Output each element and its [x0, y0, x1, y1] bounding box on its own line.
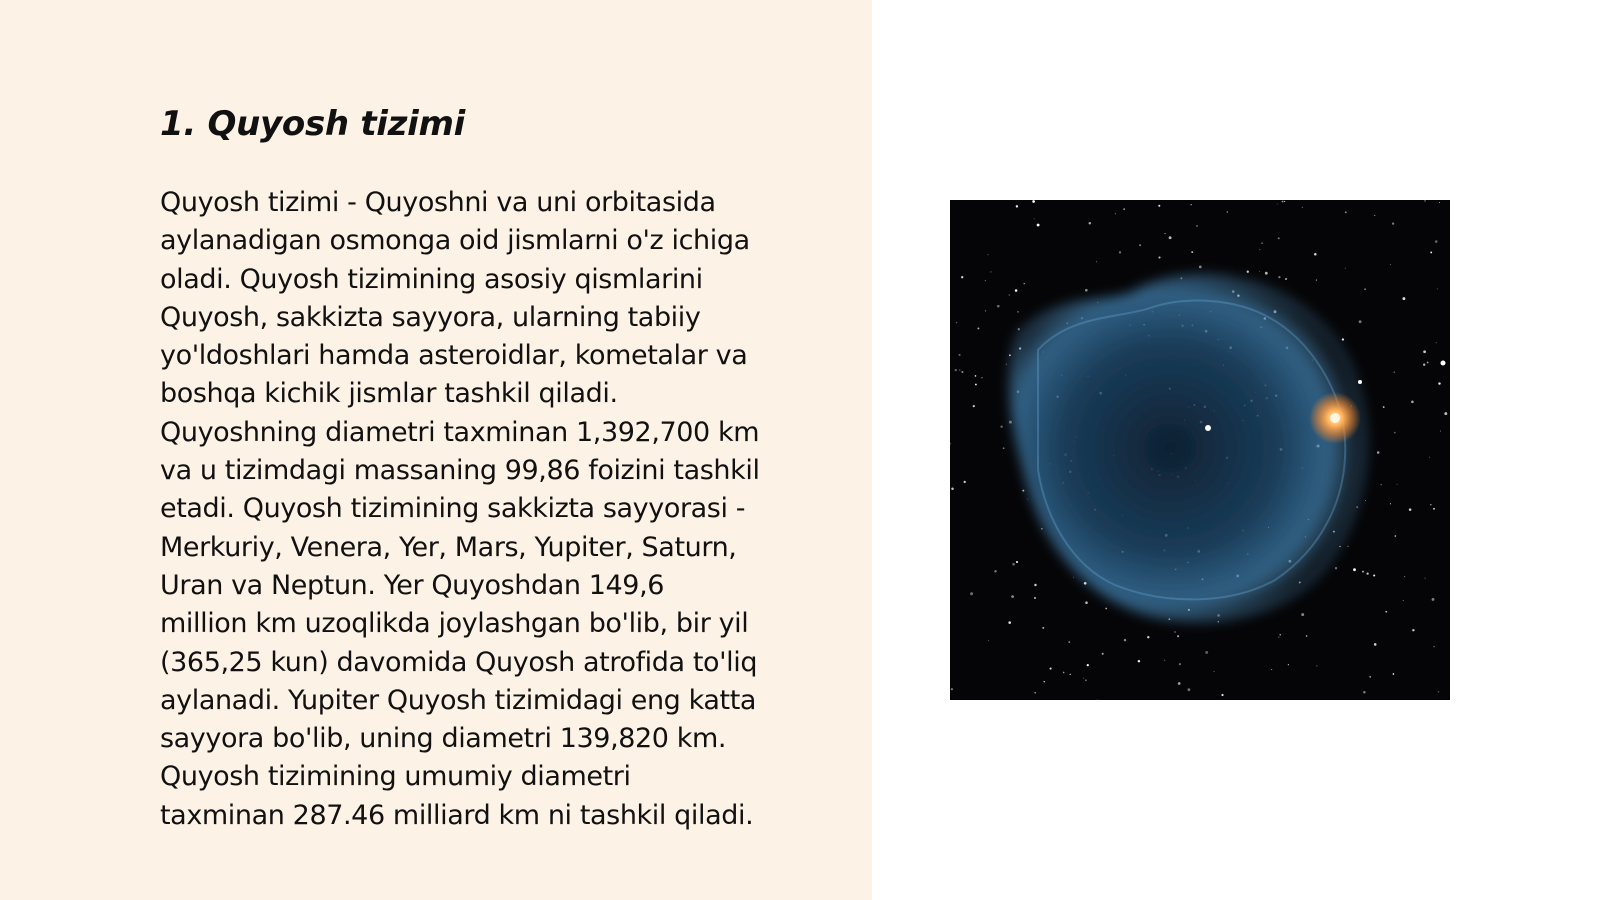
star-dot [1022, 490, 1024, 492]
star-dot [1427, 362, 1429, 364]
star-dot [1278, 276, 1280, 278]
body-line: (365,25 kun) davomida Quyosh atrofida to'liq [160, 646, 758, 678]
star-dot [1037, 224, 1040, 227]
star-dot [1288, 664, 1289, 665]
star-dot [1423, 350, 1426, 353]
star-dot [1438, 691, 1439, 692]
star-dot [1409, 508, 1412, 511]
star-dot [1374, 643, 1377, 646]
star-dot [1097, 699, 1098, 700]
star-dot [1433, 646, 1434, 647]
star-dot [1016, 561, 1018, 563]
star-dot [985, 310, 986, 311]
star-dot [1393, 673, 1395, 675]
star-dot [1278, 237, 1280, 239]
star-dot [1191, 204, 1192, 205]
star-dot [1285, 278, 1287, 280]
star-dot [1221, 694, 1223, 696]
star-dot [1377, 451, 1380, 454]
star-dot [1374, 215, 1375, 216]
star-dot [1096, 261, 1097, 262]
star-dot [973, 405, 975, 407]
star-dot [1034, 597, 1036, 599]
star-dot [1123, 208, 1124, 209]
star-dot [1068, 641, 1070, 643]
star-dot [1024, 283, 1025, 284]
star-dot [1139, 244, 1141, 246]
star-dot [951, 688, 953, 690]
star-dot [1158, 205, 1160, 207]
star-dot [1259, 249, 1260, 250]
star-dot [1316, 665, 1317, 666]
star-dot [1008, 621, 1011, 624]
star-dot [975, 384, 977, 386]
nebula-image [950, 200, 1450, 700]
star-dot [1301, 613, 1304, 616]
star-dot [1314, 253, 1317, 256]
star-dot [1412, 629, 1414, 631]
star-dot [1085, 679, 1087, 681]
star-dot [1196, 225, 1197, 226]
star-dot [961, 371, 963, 373]
star-dot [1430, 251, 1432, 253]
star-dot [977, 327, 979, 329]
body-line: etadi. Quyosh tizimining sakkizta sayyorasi - [160, 493, 746, 525]
star-dot [997, 305, 1000, 308]
star-dot [1363, 691, 1365, 693]
star-dot [1425, 578, 1426, 579]
star-dot [1339, 546, 1340, 547]
star-dot [1411, 400, 1414, 403]
star-dot [1041, 528, 1042, 529]
star-dot [1044, 681, 1045, 682]
star-dot [1147, 636, 1149, 638]
star-dot [1009, 421, 1012, 424]
star-dot [981, 377, 982, 378]
star-dot [1218, 621, 1219, 622]
star-dot [1278, 636, 1279, 637]
star-dot [1439, 202, 1440, 203]
star-dot [1404, 576, 1405, 577]
star-dot [1394, 432, 1396, 434]
star-dot [1403, 600, 1404, 601]
star-dot [988, 640, 989, 641]
star-dot [1070, 674, 1071, 675]
star-dot [1362, 571, 1364, 573]
star-dot [1430, 504, 1432, 506]
body-line: boshqa kichik jismlar tashkil qiladi. [160, 378, 618, 410]
star-dot [1429, 457, 1430, 458]
star-dot [1438, 382, 1440, 384]
star-dot [1179, 663, 1181, 665]
star-dot [1359, 320, 1362, 323]
star-dot [988, 254, 989, 255]
star-dot [1032, 200, 1035, 203]
star-dot [1083, 678, 1084, 679]
star-dot [1284, 201, 1285, 202]
star-dot [956, 322, 957, 323]
star-dot [959, 369, 960, 370]
star-dot [1089, 222, 1091, 224]
star-dot [1164, 233, 1165, 234]
star-dot [961, 276, 963, 278]
star-dot [1178, 682, 1181, 685]
star-dot [1084, 582, 1087, 585]
star-dot [1015, 289, 1018, 292]
star-dot [1187, 688, 1190, 691]
star-dot [1087, 664, 1089, 666]
star-dot [1436, 342, 1437, 343]
body-line: va u tizimdagi massaning 99,86 foizini tashkil [160, 455, 760, 487]
body-line: oladi. Quyosh tizimining asosiy qismlarini [160, 263, 703, 295]
star-dot [985, 280, 986, 281]
star-dot [1433, 508, 1435, 510]
star-dot [1316, 280, 1317, 281]
star-dot [1394, 372, 1395, 373]
star-dot [1423, 364, 1425, 366]
star-dot [1115, 213, 1116, 214]
body-line: aylanadi. Yupiter Quyosh tizimidagi eng katta [160, 684, 757, 716]
star-dot [1335, 567, 1337, 569]
star-dot [1390, 503, 1391, 504]
star-dot [1373, 574, 1375, 576]
star-dot [1424, 200, 1426, 202]
star-dot [1034, 584, 1036, 586]
star-dot [1063, 672, 1065, 674]
star-dot [970, 592, 973, 595]
star-dot [1177, 635, 1179, 637]
star-dot [1247, 271, 1249, 273]
star-dot [951, 488, 954, 491]
star-dot [1138, 660, 1140, 662]
star-dot [1027, 499, 1028, 500]
star-dot [1012, 563, 1015, 566]
star-dot [959, 354, 961, 356]
star-dot [1282, 201, 1284, 203]
star-dot [1009, 354, 1011, 356]
star-dot [1191, 251, 1193, 253]
star-dot [1169, 236, 1172, 239]
star-dot [1347, 546, 1348, 547]
star-dot [1011, 595, 1014, 598]
star-dot [1164, 660, 1165, 661]
body-line: Quyosh, sakkizta sayyora, ularning tabiiy [160, 301, 701, 333]
star-dot [1280, 634, 1281, 635]
star-dot [1392, 222, 1394, 224]
star-dot [1018, 328, 1020, 330]
star-dot [1124, 639, 1126, 641]
star-dot [1306, 635, 1308, 637]
star-dot [1174, 631, 1176, 633]
star-dot [1437, 288, 1438, 289]
body-line: Merkuriy, Venera, Yer, Mars, Yupiter, Saturn, [160, 531, 737, 563]
star-dot [1006, 364, 1007, 365]
body-line: Quyoshning diametri taxminan 1,392,700 km [160, 416, 760, 448]
star-dot [1102, 653, 1104, 655]
star-dot [1003, 447, 1005, 449]
star-dot [1369, 676, 1371, 678]
star-dot [990, 271, 991, 272]
star-dot [1277, 203, 1278, 204]
body-line: aylanadigan osmonga oid jismlarni o'z ichiga [160, 225, 750, 257]
star-dot [1034, 692, 1036, 694]
star-dot [1345, 268, 1346, 269]
star-dot [1402, 297, 1405, 300]
star-dot [1214, 671, 1215, 672]
body-line: Quyosh tizimi - Quyoshni va uni orbitasida [160, 187, 716, 218]
star-dot [994, 570, 996, 572]
star-dot [1435, 240, 1438, 243]
star-dot [1265, 272, 1268, 275]
body-line: sayyora bo'lib, uning diametri 139,820 km. [160, 723, 727, 755]
star-dot [1440, 431, 1441, 432]
body-line: taxminan 287.46 milliard km ni tashkil qiladi. [160, 799, 754, 831]
star-dot [1034, 218, 1035, 219]
star-dot [1395, 535, 1397, 537]
star-dot [1105, 608, 1107, 610]
star-dot [1366, 572, 1368, 574]
star-dot [1119, 251, 1121, 253]
star-dot [1085, 289, 1088, 292]
star-dot [1261, 242, 1263, 244]
star-dot [1017, 311, 1019, 313]
star-dot [1356, 506, 1358, 508]
star-dot [1380, 484, 1381, 485]
body-line: yo'ldoshlari hamda asteroidlar, kometalar va [160, 340, 748, 372]
star-dot [1158, 256, 1160, 258]
star-dot [1009, 294, 1010, 295]
star-dot [1444, 412, 1447, 415]
star-dot [1302, 207, 1303, 208]
star-dot [1397, 484, 1398, 485]
star-dot [1364, 288, 1366, 290]
star-dot [1199, 266, 1202, 269]
star-dot [1390, 264, 1391, 265]
star-dot [1365, 500, 1366, 501]
star-dot [964, 481, 966, 483]
body-line: Quyosh tizimining umumiy diametri [160, 761, 631, 793]
star-dot [1050, 668, 1052, 670]
body-line: million km uzoqlikda joylashgan bo'lib, bir yil [160, 608, 749, 640]
star-dot [1353, 568, 1356, 571]
star-dot [955, 369, 957, 371]
star-dot [1016, 205, 1018, 207]
star-dot [1000, 425, 1002, 427]
star-dot [975, 375, 977, 377]
star-dot [1342, 338, 1344, 340]
star-dot [1259, 271, 1260, 272]
star-dot [1073, 577, 1074, 578]
star-dot [1271, 669, 1272, 670]
star-dot [1383, 406, 1385, 408]
star-dot [1385, 611, 1387, 613]
star-dot [1085, 601, 1088, 604]
star-dot [1042, 627, 1044, 629]
star-dot [1227, 211, 1229, 213]
body-line: Uran va Neptun. Yer Quyoshdan 149,6 [160, 569, 665, 601]
body-text [160, 184, 850, 835]
star-dot [1345, 211, 1347, 213]
star-dot [1205, 651, 1208, 654]
slide-title: 1. Quyosh tizimi [160, 104, 465, 144]
star-dot [1432, 598, 1435, 601]
